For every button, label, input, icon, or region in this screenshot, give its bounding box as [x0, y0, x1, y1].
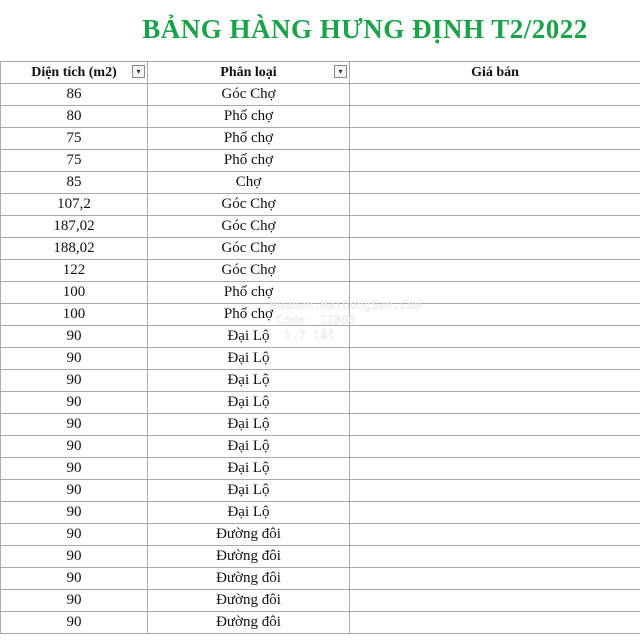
- cell-category[interactable]: Đại Lộ: [148, 480, 350, 502]
- cell-price[interactable]: [350, 590, 640, 612]
- cell-category[interactable]: Đại Lộ: [148, 392, 350, 414]
- table-row: [1, 216, 640, 238]
- table-row: [1, 524, 640, 546]
- table-row: [1, 590, 640, 612]
- cell-area[interactable]: 85: [1, 172, 148, 194]
- cell-price[interactable]: [350, 238, 640, 260]
- cell-price[interactable]: [350, 502, 640, 524]
- cell-category[interactable]: Đại Lộ: [148, 502, 350, 524]
- cell-area[interactable]: 90: [1, 458, 148, 480]
- table-row: [1, 238, 640, 260]
- table-row: [1, 128, 640, 150]
- table-row: [1, 194, 640, 216]
- table-row: [1, 502, 640, 524]
- table-row: [1, 392, 640, 414]
- dropdown-arrow-icon[interactable]: ▾: [132, 65, 145, 78]
- table-row: [1, 84, 640, 106]
- cell-category[interactable]: Phố chợ: [148, 282, 350, 304]
- cell-price[interactable]: [350, 260, 640, 282]
- cell-area[interactable]: 86: [1, 84, 148, 106]
- table-row: [1, 150, 640, 172]
- cell-area[interactable]: 100: [1, 282, 148, 304]
- cell-area[interactable]: 90: [1, 370, 148, 392]
- cell-price[interactable]: [350, 370, 640, 392]
- cell-price[interactable]: [350, 216, 640, 238]
- cell-price[interactable]: [350, 172, 640, 194]
- cell-category[interactable]: Đại Lộ: [148, 458, 350, 480]
- cell-area[interactable]: 122: [1, 260, 148, 282]
- cell-price[interactable]: [350, 568, 640, 590]
- cell-price[interactable]: [350, 128, 640, 150]
- cell-price[interactable]: [350, 348, 640, 370]
- header-price-label: Giá bán: [471, 65, 519, 80]
- cell-category[interactable]: Phố chợ: [148, 106, 350, 128]
- table-row: [1, 260, 640, 282]
- cell-category[interactable]: Phố chợ: [148, 150, 350, 172]
- cell-area[interactable]: 90: [1, 326, 148, 348]
- dropdown-arrow-icon[interactable]: ▾: [334, 65, 347, 78]
- cell-category[interactable]: Đường đôi: [148, 546, 350, 568]
- cell-price[interactable]: [350, 524, 640, 546]
- cell-area[interactable]: 75: [1, 150, 148, 172]
- cell-area[interactable]: 90: [1, 524, 148, 546]
- cell-area[interactable]: 90: [1, 436, 148, 458]
- header-area: [1, 62, 148, 84]
- cell-category[interactable]: Đại Lộ: [148, 414, 350, 436]
- watermark-line: Code: 12886: [276, 313, 356, 327]
- cell-area[interactable]: 187,02: [1, 216, 148, 238]
- cell-area[interactable]: 107,2: [1, 194, 148, 216]
- header-area-label: Diện tích (m2): [31, 65, 117, 80]
- table-row: [1, 370, 640, 392]
- cell-category[interactable]: Đại Lộ: [148, 436, 350, 458]
- cell-area[interactable]: 90: [1, 414, 148, 436]
- table-row: [1, 348, 640, 370]
- cell-price[interactable]: [350, 436, 640, 458]
- cell-area[interactable]: 80: [1, 106, 148, 128]
- header-row: [1, 62, 640, 84]
- table-row: [1, 436, 640, 458]
- table-row: [1, 414, 640, 436]
- cell-area[interactable]: 100: [1, 304, 148, 326]
- cell-category[interactable]: Đường đôi: [148, 612, 350, 634]
- cell-category[interactable]: Đường đôi: [148, 568, 350, 590]
- cell-category[interactable]: Phố chợ: [148, 128, 350, 150]
- table-row: [1, 568, 640, 590]
- cell-category[interactable]: Góc Chợ: [148, 260, 350, 282]
- cell-price[interactable]: [350, 458, 640, 480]
- cell-area[interactable]: 90: [1, 348, 148, 370]
- table-row: [1, 480, 640, 502]
- header-category: [148, 62, 350, 84]
- cell-price[interactable]: [350, 414, 640, 436]
- header-category-label: Phân loại: [220, 65, 277, 80]
- cell-area[interactable]: 90: [1, 612, 148, 634]
- cell-category[interactable]: Đại Lộ: [148, 370, 350, 392]
- table-row: [1, 612, 640, 634]
- cell-area[interactable]: 90: [1, 568, 148, 590]
- cell-category[interactable]: Góc Chợ: [148, 194, 350, 216]
- watermark-line: muaban.BatDongSan.Com: [270, 298, 422, 312]
- cell-area[interactable]: 90: [1, 590, 148, 612]
- cell-category[interactable]: Góc Chợ: [148, 238, 350, 260]
- cell-category[interactable]: Đại Lộ: [148, 348, 350, 370]
- cell-price[interactable]: [350, 194, 640, 216]
- cell-price[interactable]: [350, 612, 640, 634]
- cell-price[interactable]: [350, 106, 640, 128]
- sheet-title: BẢNG HÀNG HƯNG ĐỊNH T2/2022: [142, 14, 588, 44]
- cell-category[interactable]: Góc Chợ: [148, 84, 350, 106]
- cell-category[interactable]: Đại Lộ: [148, 326, 350, 348]
- cell-category[interactable]: Góc Chợ: [148, 216, 350, 238]
- cell-area[interactable]: 90: [1, 546, 148, 568]
- table-row: [1, 172, 640, 194]
- cell-area[interactable]: 90: [1, 502, 148, 524]
- cell-area[interactable]: 75: [1, 128, 148, 150]
- cell-area[interactable]: 188,02: [1, 238, 148, 260]
- cell-price[interactable]: [350, 84, 640, 106]
- cell-category[interactable]: Chợ: [148, 172, 350, 194]
- cell-price[interactable]: [350, 392, 640, 414]
- cell-price[interactable]: [350, 150, 640, 172]
- header-price: [350, 62, 640, 84]
- table-row: [1, 546, 640, 568]
- cell-price[interactable]: [350, 480, 640, 502]
- cell-category[interactable]: Đường đôi: [148, 524, 350, 546]
- watermark-line: 1.7 tất: [284, 328, 335, 342]
- watermark: [270, 298, 422, 343]
- cell-category[interactable]: Phố chợ: [148, 304, 350, 326]
- price-table: [0, 61, 640, 634]
- table-row: [1, 106, 640, 128]
- cell-area[interactable]: 90: [1, 392, 148, 414]
- cell-price[interactable]: [350, 546, 640, 568]
- cell-area[interactable]: 90: [1, 480, 148, 502]
- cell-category[interactable]: Đường đôi: [148, 590, 350, 612]
- table-row: [1, 458, 640, 480]
